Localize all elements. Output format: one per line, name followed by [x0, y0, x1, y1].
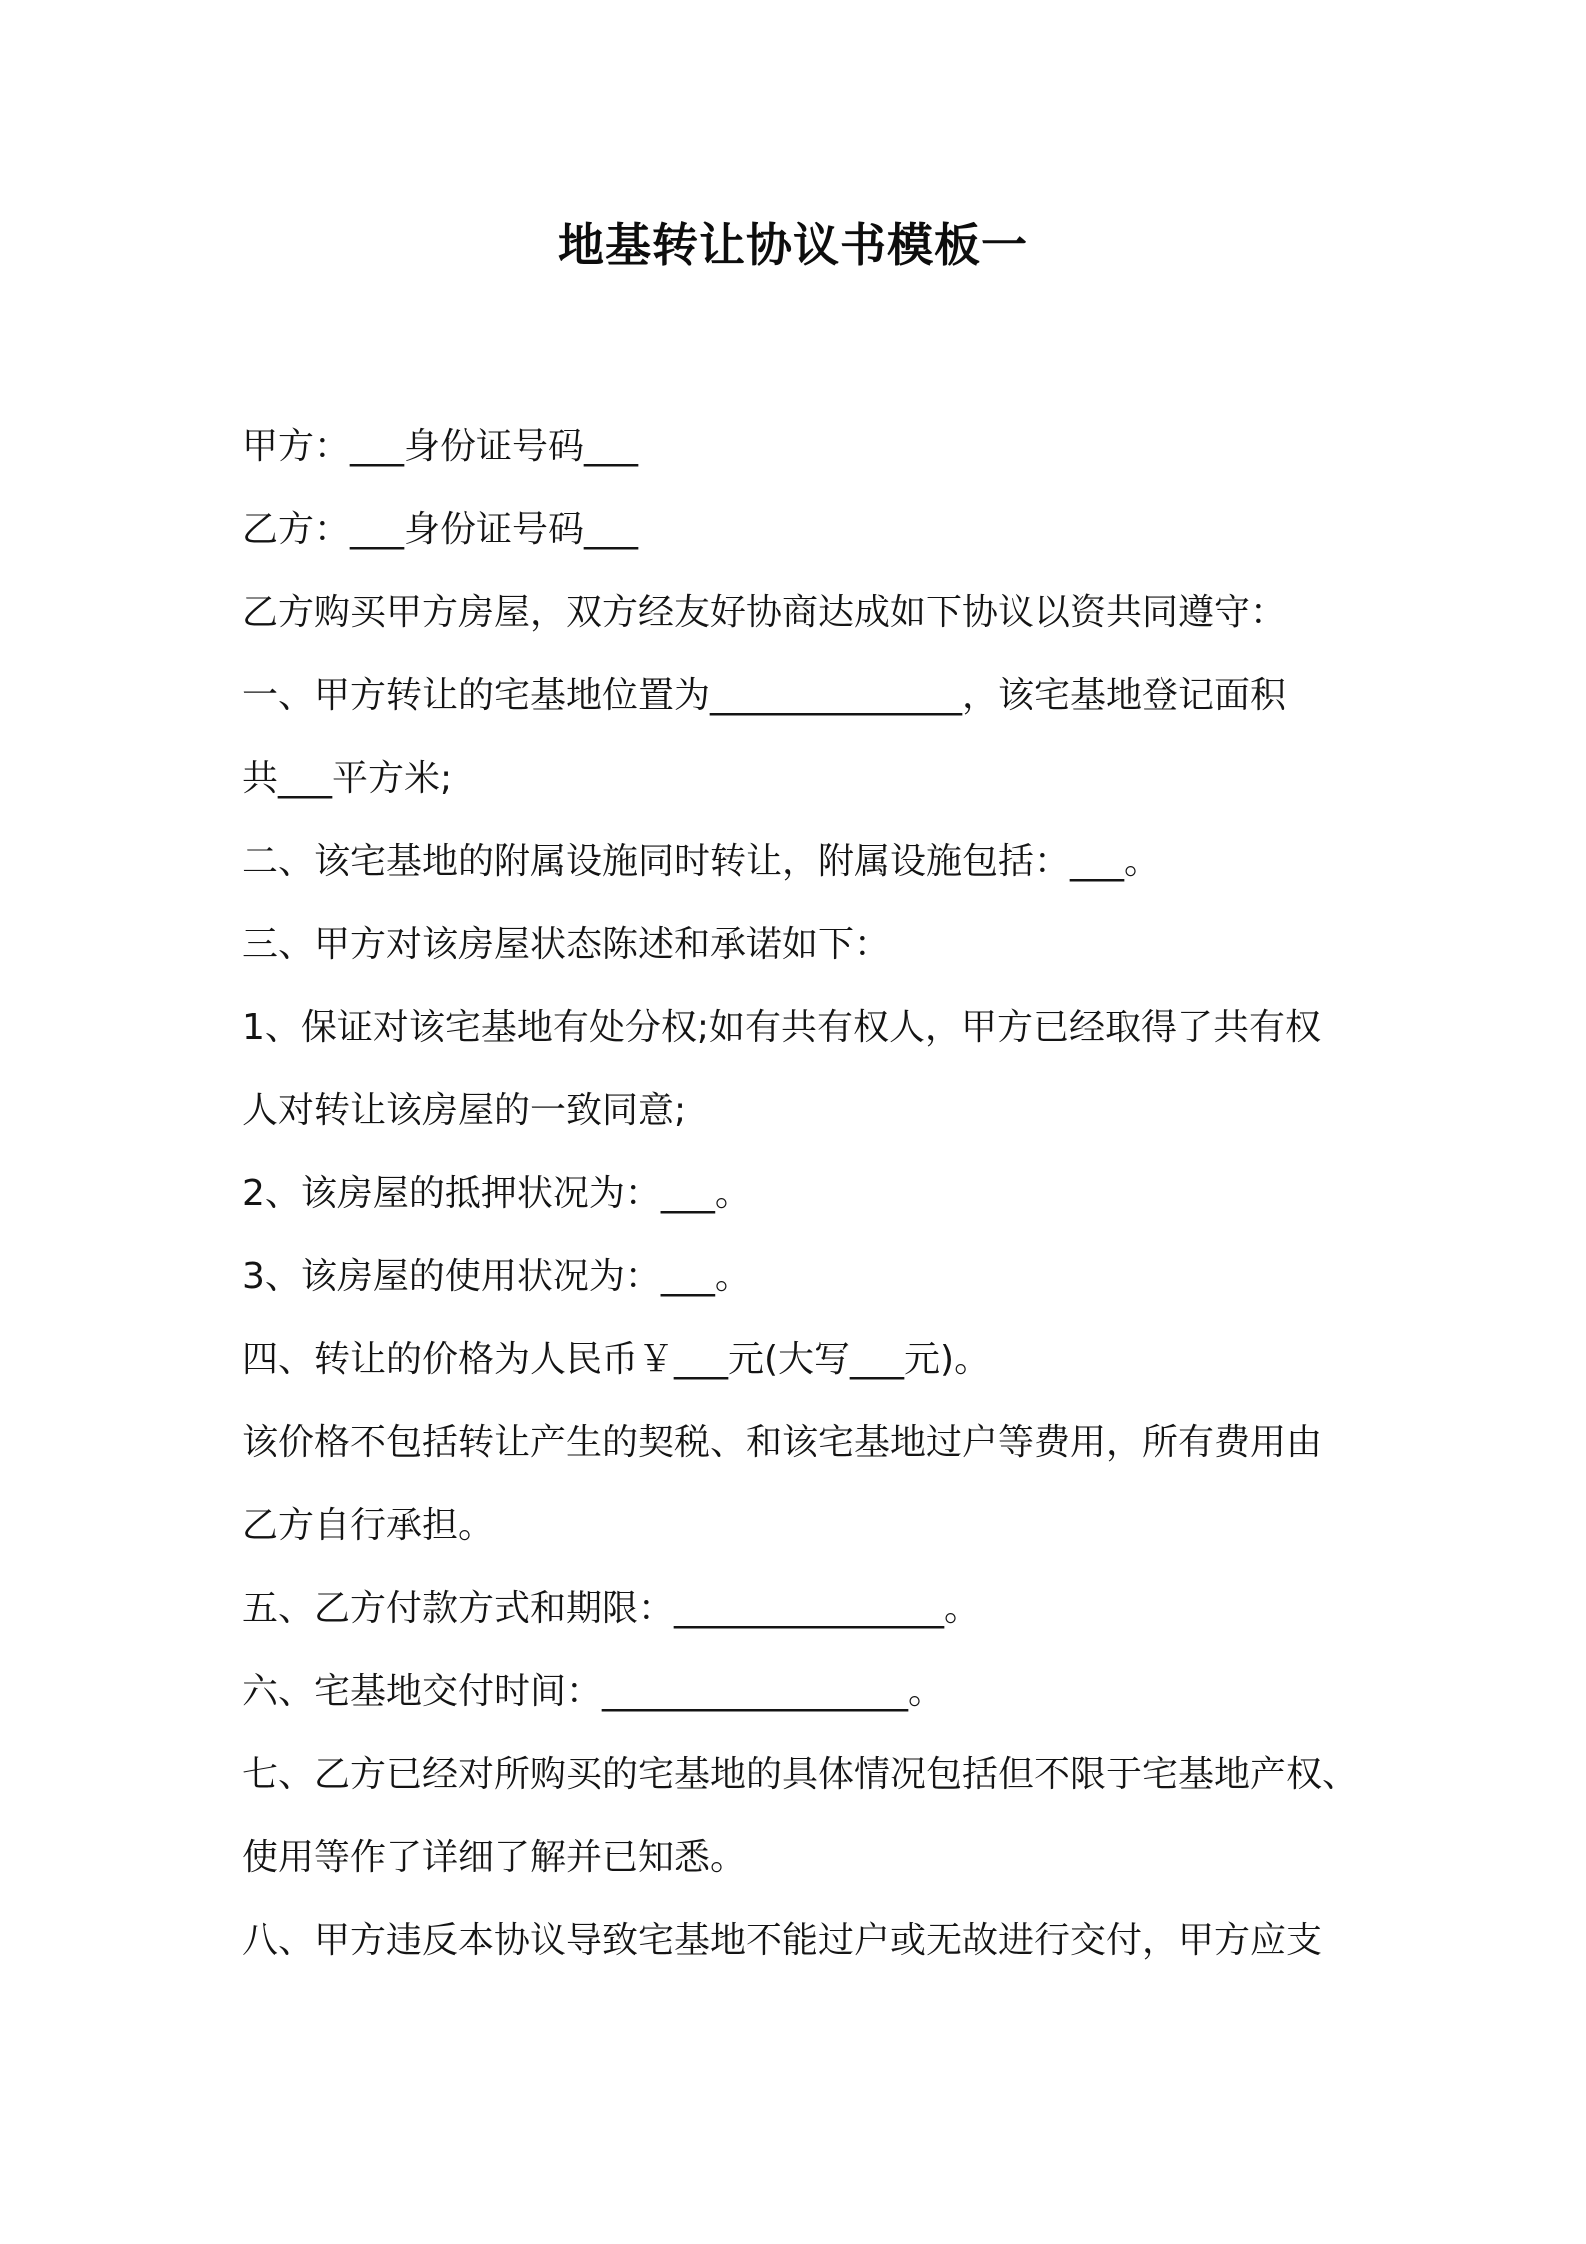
clause-8-line: 八、甲方违反本协议导致宅基地不能过户或无故进行交付，甲方应支 [242, 1920, 1323, 1961]
clause-3-line: 三、甲方对该房屋状态陈述和承诺如下： [242, 924, 891, 965]
clause-3-item-1-line: 1、保证对该宅基地有处分权;如有共有权人，甲方已经取得了共有权 [242, 1007, 1322, 1048]
clause-3-item-2-line: 2、该房屋的抵押状况为：___。 [242, 1173, 751, 1214]
document-body [242, 405, 1362, 1982]
party-a-line: 甲方：___身份证号码___ [242, 426, 639, 467]
party-b-line: 乙方：___身份证号码___ [242, 509, 639, 550]
clause-2-line: 二、该宅基地的附属设施同时转让，附属设施包括：___。 [242, 841, 1161, 882]
clause-1-line: 一、甲方转让的宅基地位置为______________，该宅基地登记面积 [242, 675, 1287, 716]
clause-3-item-3-line: 3、该房屋的使用状况为：___。 [242, 1256, 751, 1297]
clause-4-line: 四、转让的价格为人民币￥___元(大写___元)。 [242, 1339, 991, 1380]
clause-7-continued-line: 使用等作了详细了解并已知悉。 [242, 1837, 747, 1878]
clause-7-line: 七、乙方已经对所购买的宅基地的具体情况包括但不限于宅基地产权、 [242, 1754, 1359, 1795]
clause-4-note-line: 该价格不包括转让产生的契税、和该宅基地过户等费用，所有费用由 [242, 1422, 1323, 1463]
clause-6-line: 六、宅基地交付时间：_________________。 [242, 1671, 945, 1712]
clause-3-item-1-continued-line: 人对转让该房屋的一致同意; [242, 1090, 687, 1131]
document-title: 地基转让协议书模板一 [558, 218, 1028, 272]
clause-5-line: 五、乙方付款方式和期限：_______________。 [242, 1588, 981, 1629]
clause-1-continued-line: 共___平方米; [242, 758, 453, 799]
preamble-line: 乙方购买甲方房屋，双方经友好协商达成如下协议以资共同遵守： [242, 592, 1287, 633]
clause-4-note-continued-line: 乙方自行承担。 [242, 1505, 495, 1546]
